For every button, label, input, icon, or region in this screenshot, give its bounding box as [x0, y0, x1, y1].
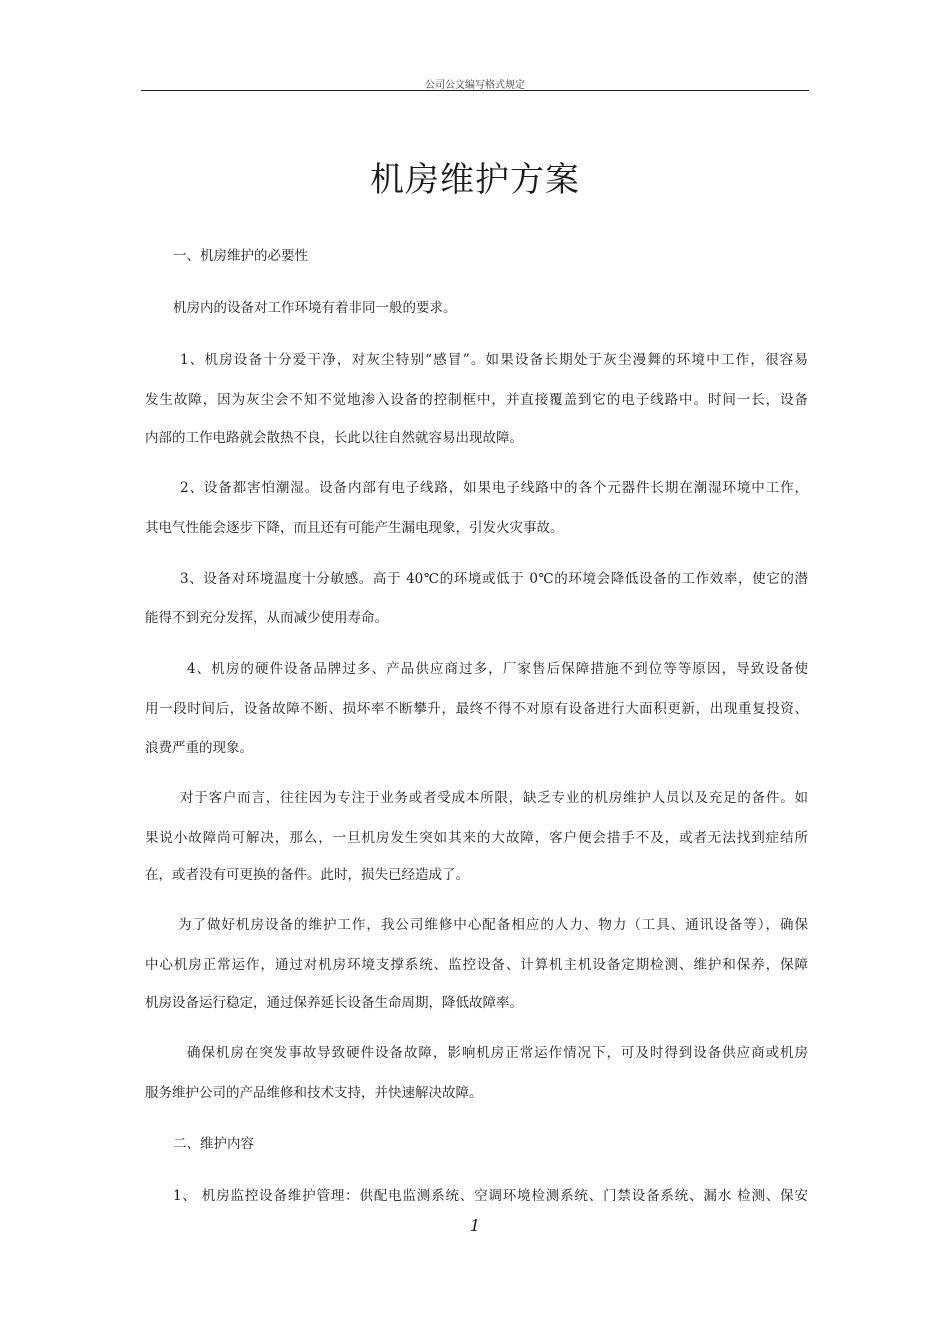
paragraph-line: 浪费严重的现象。	[145, 740, 253, 756]
paragraph-line: 4、机房的硬件设备品牌过多、产品供应商过多，厂家售后保障措施不到位等等原因，导致设备使	[187, 661, 808, 677]
paragraph-line: 对于客户而言，往往因为专注于业务或者受成本所限，缺乏专业的机房维护人员以及充足的备件。如	[180, 790, 808, 806]
paragraph-line: 其电气性能会逐步下降，而且还有可能产生漏电现象，引发火灾事故。	[145, 520, 564, 536]
section-heading: 二、维护内容	[173, 1136, 254, 1152]
paragraph-line: 为了做好机房设备的维护工作，我公司维修中心配备相应的人力、物力（工具、通讯设备等），确保	[178, 917, 808, 933]
paragraph-line: 在，或者没有可更换的备件。此时，损失已经造成了。	[145, 867, 469, 883]
paragraph-line: 服务维护公司的产品维修和技术支持，并快速解决故障。	[145, 1085, 483, 1101]
paragraph-line: 中心机房正常运作，通过对机房环境支撑系统、监控设备、计算机主机设备定期检测、维护和保养，保障	[145, 957, 808, 973]
paragraph-line: 1、 机房监控设备维护管理：供配电监测系统、空调环境检测系统、门禁设备系统、漏水 检测、保安	[173, 1188, 808, 1204]
paragraph-line: 内部的工作电路就会散热不良，长此以往自然就容易出现故障。	[145, 430, 523, 446]
header-divider	[141, 90, 809, 91]
paragraph-line: 发生故障，因为灰尘会不知不觉地渗入设备的控制框中，并直接覆盖到它的电子线路中。时间一长，设备	[145, 392, 808, 408]
section-heading: 一、机房维护的必要性	[173, 248, 308, 264]
page-number: 1	[469, 1216, 481, 1235]
paragraph-line: 3、设备对环境温度十分敏感。高于 40℃的环境或低于 0℃的环境会降低设备的工作效率，使它的潜	[180, 571, 808, 587]
paragraph-line: 用一段时间后，设备故障不断、损坏率不断攀升，最终不得不对原有设备进行大面积更新，出现重复投资、	[145, 701, 808, 717]
paragraph-line: 能得不到充分发挥，从而减少使用寿命。	[145, 610, 388, 626]
page-header: 公司公文编写格式规定	[425, 80, 525, 91]
paragraph-line: 机房内的设备对工作环境有着非同一般的要求。	[173, 300, 457, 316]
paragraph-line: 确保机房在突发事故导致硬件设备故障，影响机房正常运作情况下，可及时得到设备供应商或机房	[187, 1045, 808, 1061]
document-title: 机房维护方案	[370, 160, 580, 200]
paragraph-line: 果说小故障尚可解决，那么，一旦机房发生突如其来的大故障，客户便会措手不及，或者无法找到症结所	[145, 830, 808, 846]
paragraph-line: 2、设备都害怕潮湿。设备内部有电子线路，如果电子线路中的各个元器件长期在潮湿环境中工作，	[180, 480, 808, 496]
paragraph-line: 1、机房设备十分爱干净，对灰尘特别“感冒”。如果设备长期处于灰尘漫舞的环境中工作，很容易	[180, 352, 808, 368]
paragraph-line: 机房设备运行稳定，通过保养延长设备生命周期，降低故障率。	[145, 995, 523, 1011]
